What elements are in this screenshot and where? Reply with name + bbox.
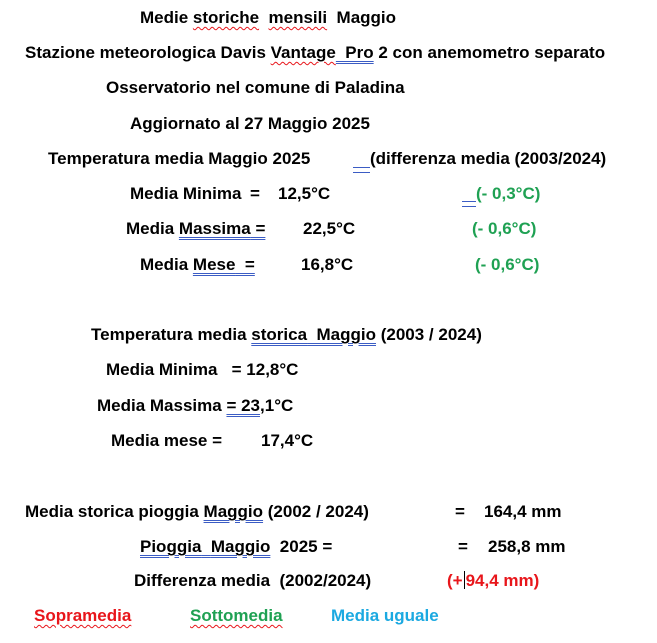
historic-heading-storica: storica [251,325,308,344]
legend-above [34,606,131,626]
historic-mese-label: Media mese = [111,431,223,450]
current-max-diff: (- 0,6°C) [472,219,537,238]
current-min-eq: = [250,184,260,203]
rain-diff-label: Differenza media (2002/2024) [134,571,372,590]
historic-mese-value: 17,4°C [261,431,314,450]
current-max-label [126,219,265,239]
historic-max-eq: = 23 [226,396,261,415]
current-mese-diff: (- 0,6°C) [475,255,540,274]
rain-diff-value [447,571,539,591]
current-min-diff: (- 0,3°C) [476,184,541,203]
historic-min-line: Media Minima = 12,8°C [106,360,299,379]
current-mese-value: 16,8°C [301,255,354,274]
rain-historic-a: Media storica pioggia [25,502,204,521]
current-mese-label [140,255,255,275]
current-heading: Temperatura media Maggio 2025 [48,149,311,168]
station-pro: Pro [335,43,374,62]
updated-line: Aggiornato al 27 Maggio 2025 [130,114,370,133]
text-cursor [464,571,465,589]
rain-diff-amount: 94,4 mm) [465,571,540,590]
historic-heading [91,325,482,345]
rain-historic-years: (2002 / 2024) [263,502,369,521]
legend-below [190,606,283,626]
title-line [140,8,396,28]
legend-below-text: Sottomedia [190,606,283,625]
current-mese-label-b: Mese [192,255,236,274]
current-max-label-a: Media [126,219,179,238]
rain-historic-value: 164,4 mm [484,502,562,521]
rain-current-value: 258,8 mm [488,537,566,556]
legend-equal: Media uguale [331,606,439,625]
rain-current-spacer [201,537,210,556]
historic-max-line [97,396,293,416]
historic-heading-spacer [307,325,316,344]
title-word-month: Maggio [327,8,397,27]
rain-current-eq: = [458,537,468,556]
station-text: Stazione meteorologica Davis [25,43,271,62]
title-word-storiche: storiche [192,8,260,27]
title-spacer [259,8,268,27]
current-mese-label-a: Media [140,255,193,274]
rain-current-year: 2025 = [270,537,333,556]
grammar-mark [462,201,476,207]
rain-historic-label [25,502,369,522]
current-max-label-b: Massima [178,219,251,238]
title-word-mensili: mensili [268,8,328,27]
title-word: Medie [140,8,193,27]
current-mese-label-c: = [235,255,255,274]
historic-max-label: Media Massima [97,396,227,415]
rain-current-label [140,537,332,557]
historic-max-rest: ,1°C [260,396,294,415]
current-max-label-c: = [250,219,266,238]
rain-diff-sign: (+ [447,571,463,590]
grammar-mark [353,167,370,173]
current-max-value: 22,5°C [303,219,356,238]
current-min-value: 12,5°C [278,184,331,203]
observatory-line: Osservatorio nel comune di Paladina [106,78,405,97]
station-model: Vantage [270,43,336,62]
station-line [25,43,605,63]
current-min-label: Media Minima [130,184,242,203]
rain-current-pioggia: Pioggia [140,537,202,556]
legend-above-text: Sopramedia [34,606,132,625]
rain-current-maggio: Maggio [210,537,271,556]
difference-heading: (differenza media (2003/2024) [370,149,607,168]
historic-heading-a: Temperatura media [91,325,252,344]
historic-heading-maggio: Maggio [316,325,376,344]
rain-historic-maggio: Maggio [203,502,264,521]
historic-heading-years: (2003 / 2024) [376,325,482,344]
rain-historic-eq: = [455,502,465,521]
station-rest: 2 con anemometro separato [373,43,606,62]
